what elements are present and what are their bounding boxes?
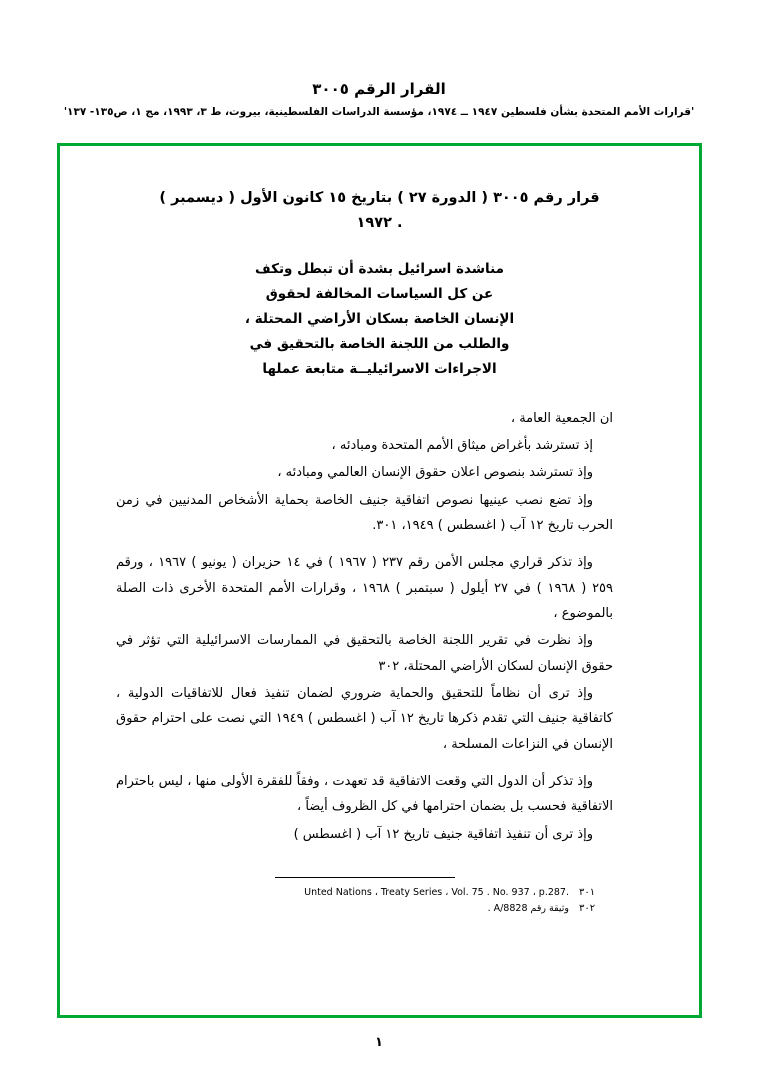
subject-line-1: مناشدة اسرائيل بشدة أن تبطل وتكف bbox=[255, 260, 504, 277]
footnote-number: ٣٠١ bbox=[579, 887, 596, 898]
body-paragraph: وإذ ترى أن تنفيذ اتفاقية جنيف تاريخ ١٢ آب ( اغسطس ) bbox=[293, 826, 593, 842]
subject-line-3: الإنسان الخاصة بسكان الأراضي المحتلة ، bbox=[244, 310, 515, 327]
body-paragraph: وإذ تذكر قراري مجلس الأمن رقم ٢٣٧ ( ١٩٦٧ ) في ١٤ حزيران ( يونيو ) ١٩٦٧ ، ورقم ٢٥٩ ( ١٩٦٨ ) في ٢٧ أيلول ( سبتمبر ) ١٩٦٨ ، وقرارات الأمم المتحدة الأخرى ذات الصلة بالموضوع ، bbox=[116, 555, 614, 621]
body-opening: ان الجمعية العامة ، bbox=[510, 410, 613, 426]
footnote-item bbox=[275, 901, 605, 917]
resolution-heading bbox=[94, 186, 665, 237]
footnote-divider bbox=[275, 877, 455, 878]
body-paragraph: وإذ ترى أن نظاماً للتحقيق والحماية ضروري لضمان تنفيذ فعال للاتفاقيات الدولية ، كاتفاقية جنيف التي تقدم ذكرها تاريخ ١٢ آب ( اغسطس ) ١٩٤٩ التي نصت على احترام حقوق الإنسان في النزاعات المسلحة ، bbox=[116, 686, 613, 752]
document-content bbox=[94, 168, 665, 1005]
subject-line-4: والطلب من اللجنة الخاصة بالتحقيق في bbox=[249, 335, 510, 352]
page-title: القرار الرقم ٣٠٠٥ bbox=[312, 80, 446, 98]
footnotes bbox=[275, 877, 605, 917]
resolution-heading-line1: قرار رقم ٣٠٠٥ ( الدورة ٢٧ ) بتاريخ ١٥ كانون الأول ( ديسمبر ) bbox=[159, 190, 600, 206]
resolution-subject bbox=[94, 257, 665, 382]
document-header bbox=[0, 80, 758, 120]
body-paragraph: وإذ نظرت في تقرير اللجنة الخاصة بالتحقيق في الممارسات الاسرائيلية التي تؤثر في حقوق الإنسان لسكان الأراضي المحتلة، ٣٠٢ bbox=[116, 633, 613, 674]
body-paragraph: وإذ تسترشد بنصوص اعلان حقوق الإنسان العالمي ومبادئه ، bbox=[277, 465, 593, 481]
body-paragraph: وإذ تضع نصب عينيها نصوص اتفاقية جنيف الخاصة بحماية الأشخاص المدنيين في زمن الحرب تاريخ ١٢ آب ( اغسطس ) ١٩٤٩، ٣٠١. bbox=[116, 492, 613, 533]
body-paragraph: إذ تسترشد بأغراض ميثاق الأمم المتحدة ومبادئه ، bbox=[331, 437, 593, 453]
subject-line-5: الاجراءات الاسرائيليــة متابعة عملها bbox=[262, 360, 497, 377]
resolution-heading-line2: . ١٩٧٢ bbox=[356, 215, 403, 232]
footnote-text: Unted Nations ، Treaty Series ، Vol. 75 . No. 937 ، p.287. bbox=[304, 887, 569, 898]
footnote-text: وثيقة رقم A/8828 . bbox=[487, 903, 569, 914]
source-citation: 'قرارات الأمم المتحدة بشأن فلسطين ١٩٤٧ ــ ١٩٧٤، مؤسسة الدراسات الفلسطينية، بيروت، ط ٣، ١٩٩٣، مج ١، ص١٣٥- ١٣٧' bbox=[63, 106, 695, 118]
subject-line-2: عن كل السياسات المخالفة لحقوق bbox=[265, 285, 494, 302]
footnote-number: ٣٠٢ bbox=[579, 903, 596, 914]
footnote-item bbox=[275, 885, 605, 901]
body-paragraph: وإذ تذكر أن الدول التي وقعت الاتفاقية قد تعهدت ، وفقاً للفقرة الأولى منها ، ليس باحترام الاتفاقية فحسب بل بضمان احترامها في كل الظروف أيضاً ، bbox=[116, 774, 613, 815]
green-border-frame bbox=[57, 143, 702, 1018]
resolution-body bbox=[94, 406, 665, 848]
page-number: ١ bbox=[375, 1035, 383, 1050]
